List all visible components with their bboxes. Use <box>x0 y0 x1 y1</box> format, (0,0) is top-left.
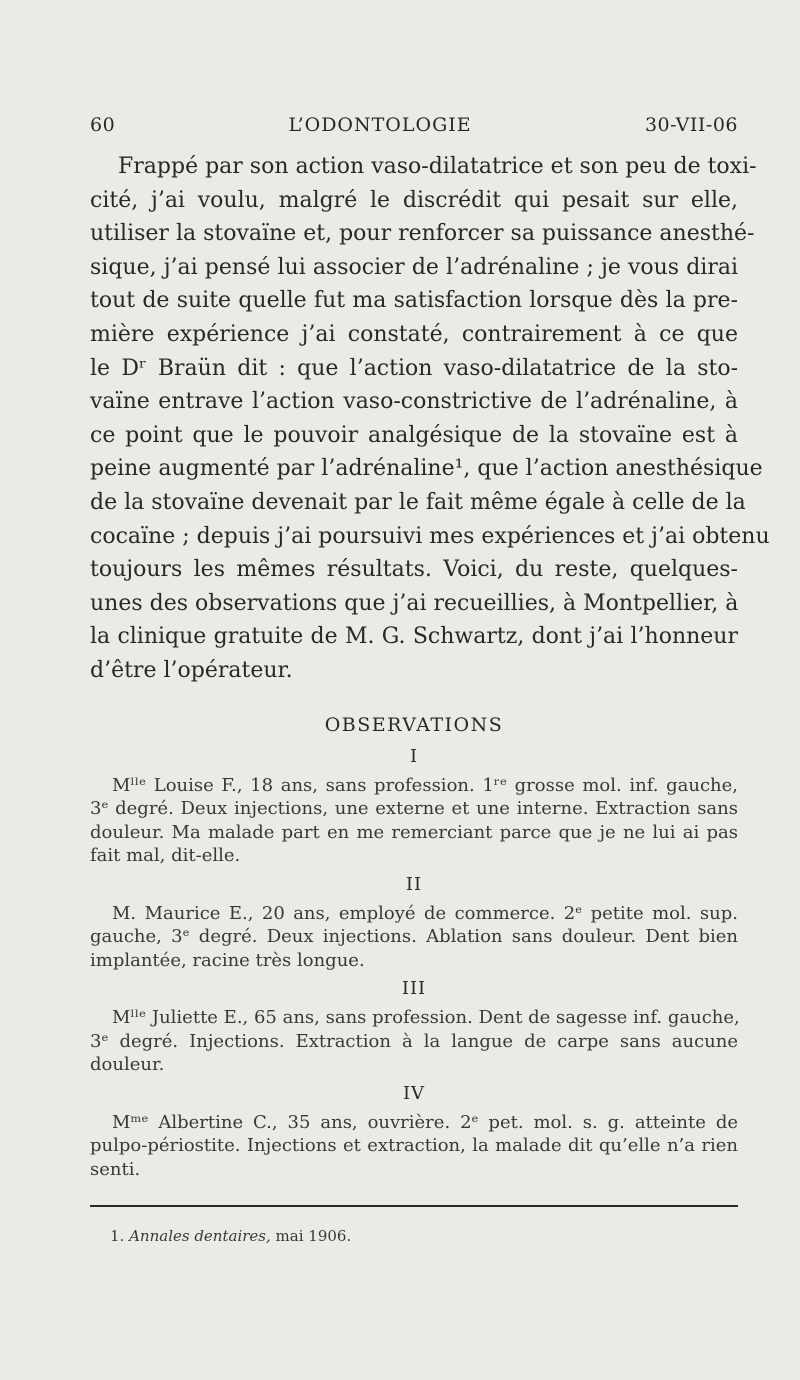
journal-title: L’ODONTOLOGIE <box>288 114 472 136</box>
footnote <box>90 1227 738 1245</box>
observation <box>90 1083 738 1182</box>
body-line: unes des observations que j’ai recueillies, à Montpellier, à <box>90 590 739 616</box>
body-line: toujours les mêmes résultats. Voici, du reste, quelques- <box>90 557 738 583</box>
body-line: vaïne entrave l’action vaso-constrictive de l’adrénaline, à <box>90 389 738 415</box>
observation-text <box>90 1111 738 1182</box>
body-line: d’être l’opérateur. <box>90 657 293 683</box>
body-line: de la stovaïne devenait par le fait même égale à celle de la <box>90 489 746 515</box>
observation-number: IV <box>402 1082 426 1104</box>
observation-line: douleur. Ma malade part en me remerciant parce que je ne lui ai pas <box>90 821 738 843</box>
issue-date: 30-VII-06 <box>644 114 738 136</box>
footnote-divider <box>90 1205 738 1207</box>
body-line: sique, j’ai pensé lui associer de l’adrénaline ; je vous dirai <box>90 254 738 280</box>
observation-line: implantée, racine très longue. <box>90 949 365 971</box>
observation-line: 3ᵉ degré. Deux injections, une externe et une interne. Extraction sans <box>90 798 738 819</box>
observation-text <box>90 1006 738 1077</box>
footnote-source: Annales dentaires, <box>129 1227 271 1245</box>
observation-line: fait mal, dit-elle. <box>90 845 241 866</box>
observation-line: gauche, 3ᵉ degré. Deux injections. Ablation sans douleur. Dent bien <box>90 926 738 947</box>
body-line: peine augmenté par l’adrénaline¹, que l’action anesthésique <box>90 456 763 482</box>
observation-text <box>90 902 738 973</box>
observation-number: I <box>409 745 419 767</box>
observation-text <box>90 774 738 868</box>
body-line: utiliser la stovaïne et, pour renforcer sa puissance anesthé- <box>90 221 755 247</box>
observation-line: Mᵐᵉ Albertine C., 35 ans, ouvrière. 2ᵉ pet. mol. s. g. atteinte de <box>112 1111 738 1133</box>
observation <box>90 746 738 868</box>
section-title: OBSERVATIONS <box>324 713 504 736</box>
observation <box>90 978 738 1077</box>
observation-line: pulpo-périostite. Injections et extraction, la malade dit qu’elle n’a rien <box>90 1135 738 1156</box>
observation-line: Mˡˡᵉ Juliette E., 65 ans, sans profession. Dent de sagesse inf. gauche, <box>112 1007 740 1028</box>
observation <box>90 874 738 973</box>
document-page <box>90 114 770 1245</box>
observation-number: II <box>405 873 423 895</box>
observation-line: Mˡˡᵉ Louise F., 18 ans, sans profession. 1ʳᵉ grosse mol. inf. gauche, <box>112 774 738 796</box>
page-number: 60 <box>90 114 116 136</box>
body-line: mière expérience j’ai constaté, contrairement à ce que <box>90 321 738 347</box>
observation-line: 3ᵉ degré. Injections. Extraction à la langue de carpe sans aucune <box>90 1030 738 1052</box>
observation-line: senti. <box>90 1158 141 1180</box>
footnote-marker: 1. <box>110 1227 125 1245</box>
body-line: ce point que le pouvoir analgésique de la stovaïne est à <box>90 422 738 448</box>
running-header <box>90 114 738 144</box>
observation-line: douleur. <box>90 1054 165 1075</box>
body-line: la clinique gratuite de M. G. Schwartz, dont j’ai l’honneur <box>90 624 738 650</box>
body-line: tout de suite quelle fut ma satisfaction lorsque dès la pre- <box>90 288 738 314</box>
body-paragraph <box>90 150 770 688</box>
body-line: cité, j’ai voulu, malgré le discrédit qui pesait sur elle, <box>90 187 738 213</box>
body-line: le Dʳ Braün dit : que l’action vaso-dilatatrice de la sto- <box>90 355 738 381</box>
footnote-date: mai 1906. <box>275 1227 352 1245</box>
body-line: Frappé par son action vaso-dilatatrice et son peu de toxi- <box>118 154 757 179</box>
observation-line: M. Maurice E., 20 ans, employé de commerce. 2ᵉ petite mol. sup. <box>112 902 738 924</box>
body-line: cocaïne ; depuis j’ai poursuivi mes expériences et j’ai obtenu <box>90 523 770 549</box>
observation-number: III <box>401 978 427 999</box>
